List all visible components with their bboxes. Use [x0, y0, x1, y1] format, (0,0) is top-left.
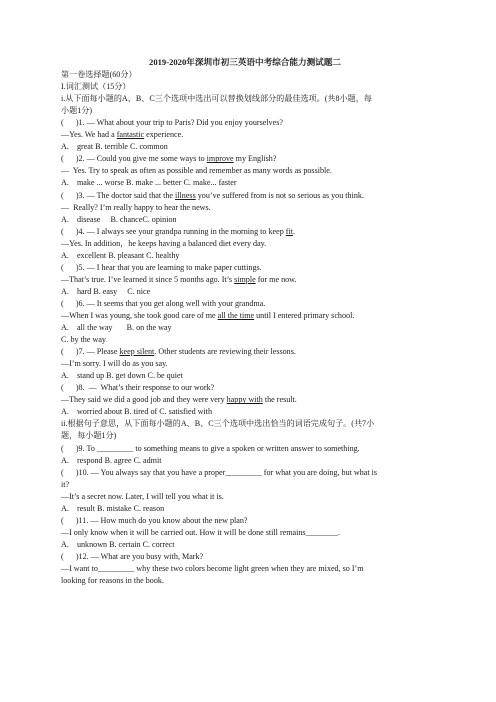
dialogue-line: — Really? I’m really happy to hear the news. — [61, 202, 211, 212]
question-line: ( )5. — I hear that you are learning to make paper cuttings. — [61, 262, 262, 272]
underlined-word: happy with — [226, 395, 263, 405]
question-line: ( )12. — What are you busy with, Mark? — [61, 551, 204, 561]
dialogue-line: —I only know when it will be carried out. How it will be done still remains________. — [61, 527, 340, 537]
instruction-line: 小题1分) — [61, 106, 93, 116]
question-line: ( )1. — What about your trip to Paris? Did you enjoy yourselves? — [61, 118, 283, 128]
dialogue-line: — Yes. Try to speak as often as possible and remember as many words as possible. — [61, 166, 332, 176]
exam-body — [61, 69, 429, 587]
part-heading: I.词汇测试（15分） — [61, 82, 131, 92]
question-line: ( )9. To _________ to something means to give a spoken or written answer to something. — [61, 443, 360, 453]
underlined-word: fit — [285, 226, 293, 236]
page-title: 2019-2020年深圳市初三英语中考综合能力测试题二 — [149, 57, 341, 67]
section-label: 第一卷选择题(60分） — [61, 70, 137, 80]
options-line: A. unknown B. certain C. correct — [61, 539, 175, 549]
underlined-word: all the time — [217, 310, 255, 320]
question-line: ( )11. — How much do you know about the new plan? — [61, 515, 248, 525]
options-line: A. all the way B. on the way — [61, 323, 172, 333]
options-line: A. disease B. chanceC. opinion — [61, 214, 177, 224]
dialogue-line: looking for reasons in the book. — [61, 576, 164, 586]
dialogue-line: —I want to_________ why these two colors become light green when they are mixed, so I’m — [61, 563, 364, 573]
dialogue-line: —Yes. In addition，he keeps having a balanced diet every day. — [61, 238, 267, 248]
options-line: A. result B. mistake C. reason — [61, 503, 165, 513]
options-line: A. make ... worse B. make ... better C. make... faster — [61, 178, 237, 188]
instruction-line: 题，每小题1分) — [61, 431, 117, 441]
dialogue-line: —I’m sorry. I will do as you say. — [61, 359, 168, 369]
options-line: C. by the way — [61, 335, 106, 345]
dialogue-line: —They said we did a good job and they were very happy with the result. — [61, 395, 297, 405]
options-line: A. great B. terrible C. common — [61, 142, 168, 152]
exam-page — [61, 56, 429, 587]
instruction-line: ii.根据句子意思，从下面每小题的A、B、C三个选项中选出恰当的词语完成句子。(共7小 — [61, 419, 375, 429]
underlined-word: fantastic — [116, 130, 145, 140]
question-line: it? — [61, 479, 70, 489]
dialogue-line: —Yes. We had a fantastic experience. — [61, 130, 184, 140]
options-line: A. excellent B. pleasant C. healthy — [61, 250, 180, 260]
underlined-word: keep silent — [119, 347, 155, 357]
options-line: A. respond B. agree C. admit — [61, 455, 162, 465]
options-line: A. hard B. easy C. nice — [61, 286, 151, 296]
question-line: ( )4. — I always see your grandpa running in the morning to keep fit. — [61, 226, 296, 236]
underlined-word: simple — [234, 274, 256, 284]
question-line: ( )2. — Could you give me some ways to improve my English? — [61, 154, 277, 164]
underlined-word: improve — [206, 154, 234, 164]
question-line: ( )6. — It seems that you get along well with your grandma. — [61, 298, 266, 308]
dialogue-line: —It’s a secret now. Later, I will tell you what it is. — [61, 491, 224, 501]
question-line: ( )3. — The doctor said that the illness you’ve suffered from is not so serious as you think. — [61, 190, 364, 200]
dialogue-line: —That’s true. I’ve learned it since 5 months ago. It’s simple for me now. — [61, 274, 297, 284]
instruction-line: i.从下面每小题的A、B、C三个选项中选出可以替换划线部分的最佳选项。(共8小题，每 — [61, 94, 372, 104]
options-line: A. stand up B. get down C. be quiet — [61, 371, 183, 381]
question-line: ( )8. — What’s their response to our work? — [61, 383, 215, 393]
dialogue-line: —When I was young, she took good care of me all the time until I entered primary school. — [61, 310, 355, 320]
question-line: ( )10. — You always say that you have a proper_________ for what you are doing, but what is — [61, 467, 378, 477]
question-line: ( )7. — Please keep silent. Other students are reviewing their lessons. — [61, 347, 296, 357]
options-line: A. worried about B. tired of C. satisfied with — [61, 407, 213, 417]
underlined-word: illness — [175, 190, 196, 200]
